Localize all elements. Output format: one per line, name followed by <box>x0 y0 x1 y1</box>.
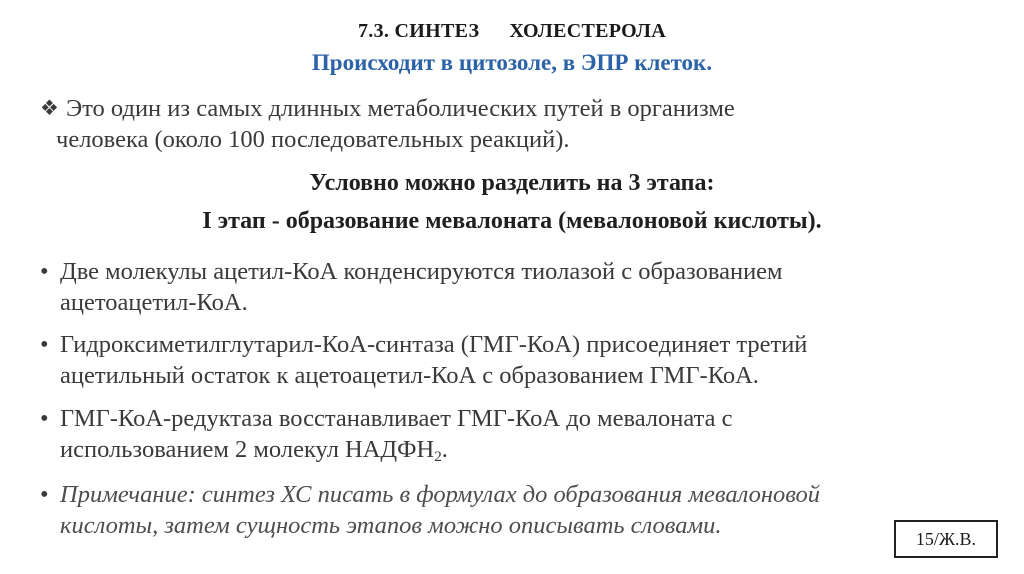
bullet-icon: • <box>40 258 49 285</box>
intro-line-1: Это один из самых длинных метаболических путей в организме <box>66 95 735 122</box>
list-item-line-1: ГМГ-КоА-редуктаза восстанавливает ГМГ-КоА до мевалоната с <box>60 405 733 432</box>
note-line-2: кислоты, затем сущность этапов можно описывать словами. <box>60 512 722 539</box>
list-item <box>40 256 1000 318</box>
note-line-1: Примечание: синтез ХС писать в формулах до образования мевалоновой <box>60 481 821 508</box>
slide-title <box>0 20 1024 43</box>
list-item-line-1: Две молекулы ацетил-КоА конденсируются тиолазой с образованием <box>60 258 783 285</box>
title-part-topic: ХОЛЕСТЕРОЛА <box>509 20 666 42</box>
list-item-line-2: ацетильный остаток к ацетоацетил-КоА с образованием ГМГ-КоА. <box>60 362 759 389</box>
page-label-box: 15/Ж.В. <box>894 520 998 558</box>
intro-item <box>40 93 1000 155</box>
list-item <box>40 403 1000 465</box>
bullet-icon: • <box>40 481 49 508</box>
diamond-bullet-icon: ❖ <box>40 96 59 120</box>
list-item-end: . <box>441 436 448 463</box>
stage1-heading: I этап - образование мевалоната (мевалоновой кислоты). <box>202 208 822 234</box>
subscript-2: 2 <box>434 447 442 465</box>
list-item-line-2: ацетоацетил-КоА. <box>60 289 248 316</box>
list-item <box>40 329 1000 391</box>
title-part-number: 7.3. СИНТЕЗ <box>357 20 480 42</box>
bullet-icon: • <box>40 405 49 432</box>
list-item-line-1: Гидроксиметилглутарил-КоА-синтаза (ГМГ-КоА) присоединяет третий <box>60 331 808 358</box>
intro-line-2: человека (около 100 последовательных реакций). <box>56 126 570 153</box>
list-item-text: использованием 2 молекул НАДФН <box>60 436 435 463</box>
stages-heading: Условно можно разделить на 3 этапа: <box>309 170 715 196</box>
slide-subtitle: Происходит в цитозоле, в ЭПР клеток. <box>311 50 713 75</box>
bullet-icon: • <box>40 331 49 358</box>
note-item <box>40 479 1000 541</box>
list-item-line-2 <box>40 434 1000 465</box>
